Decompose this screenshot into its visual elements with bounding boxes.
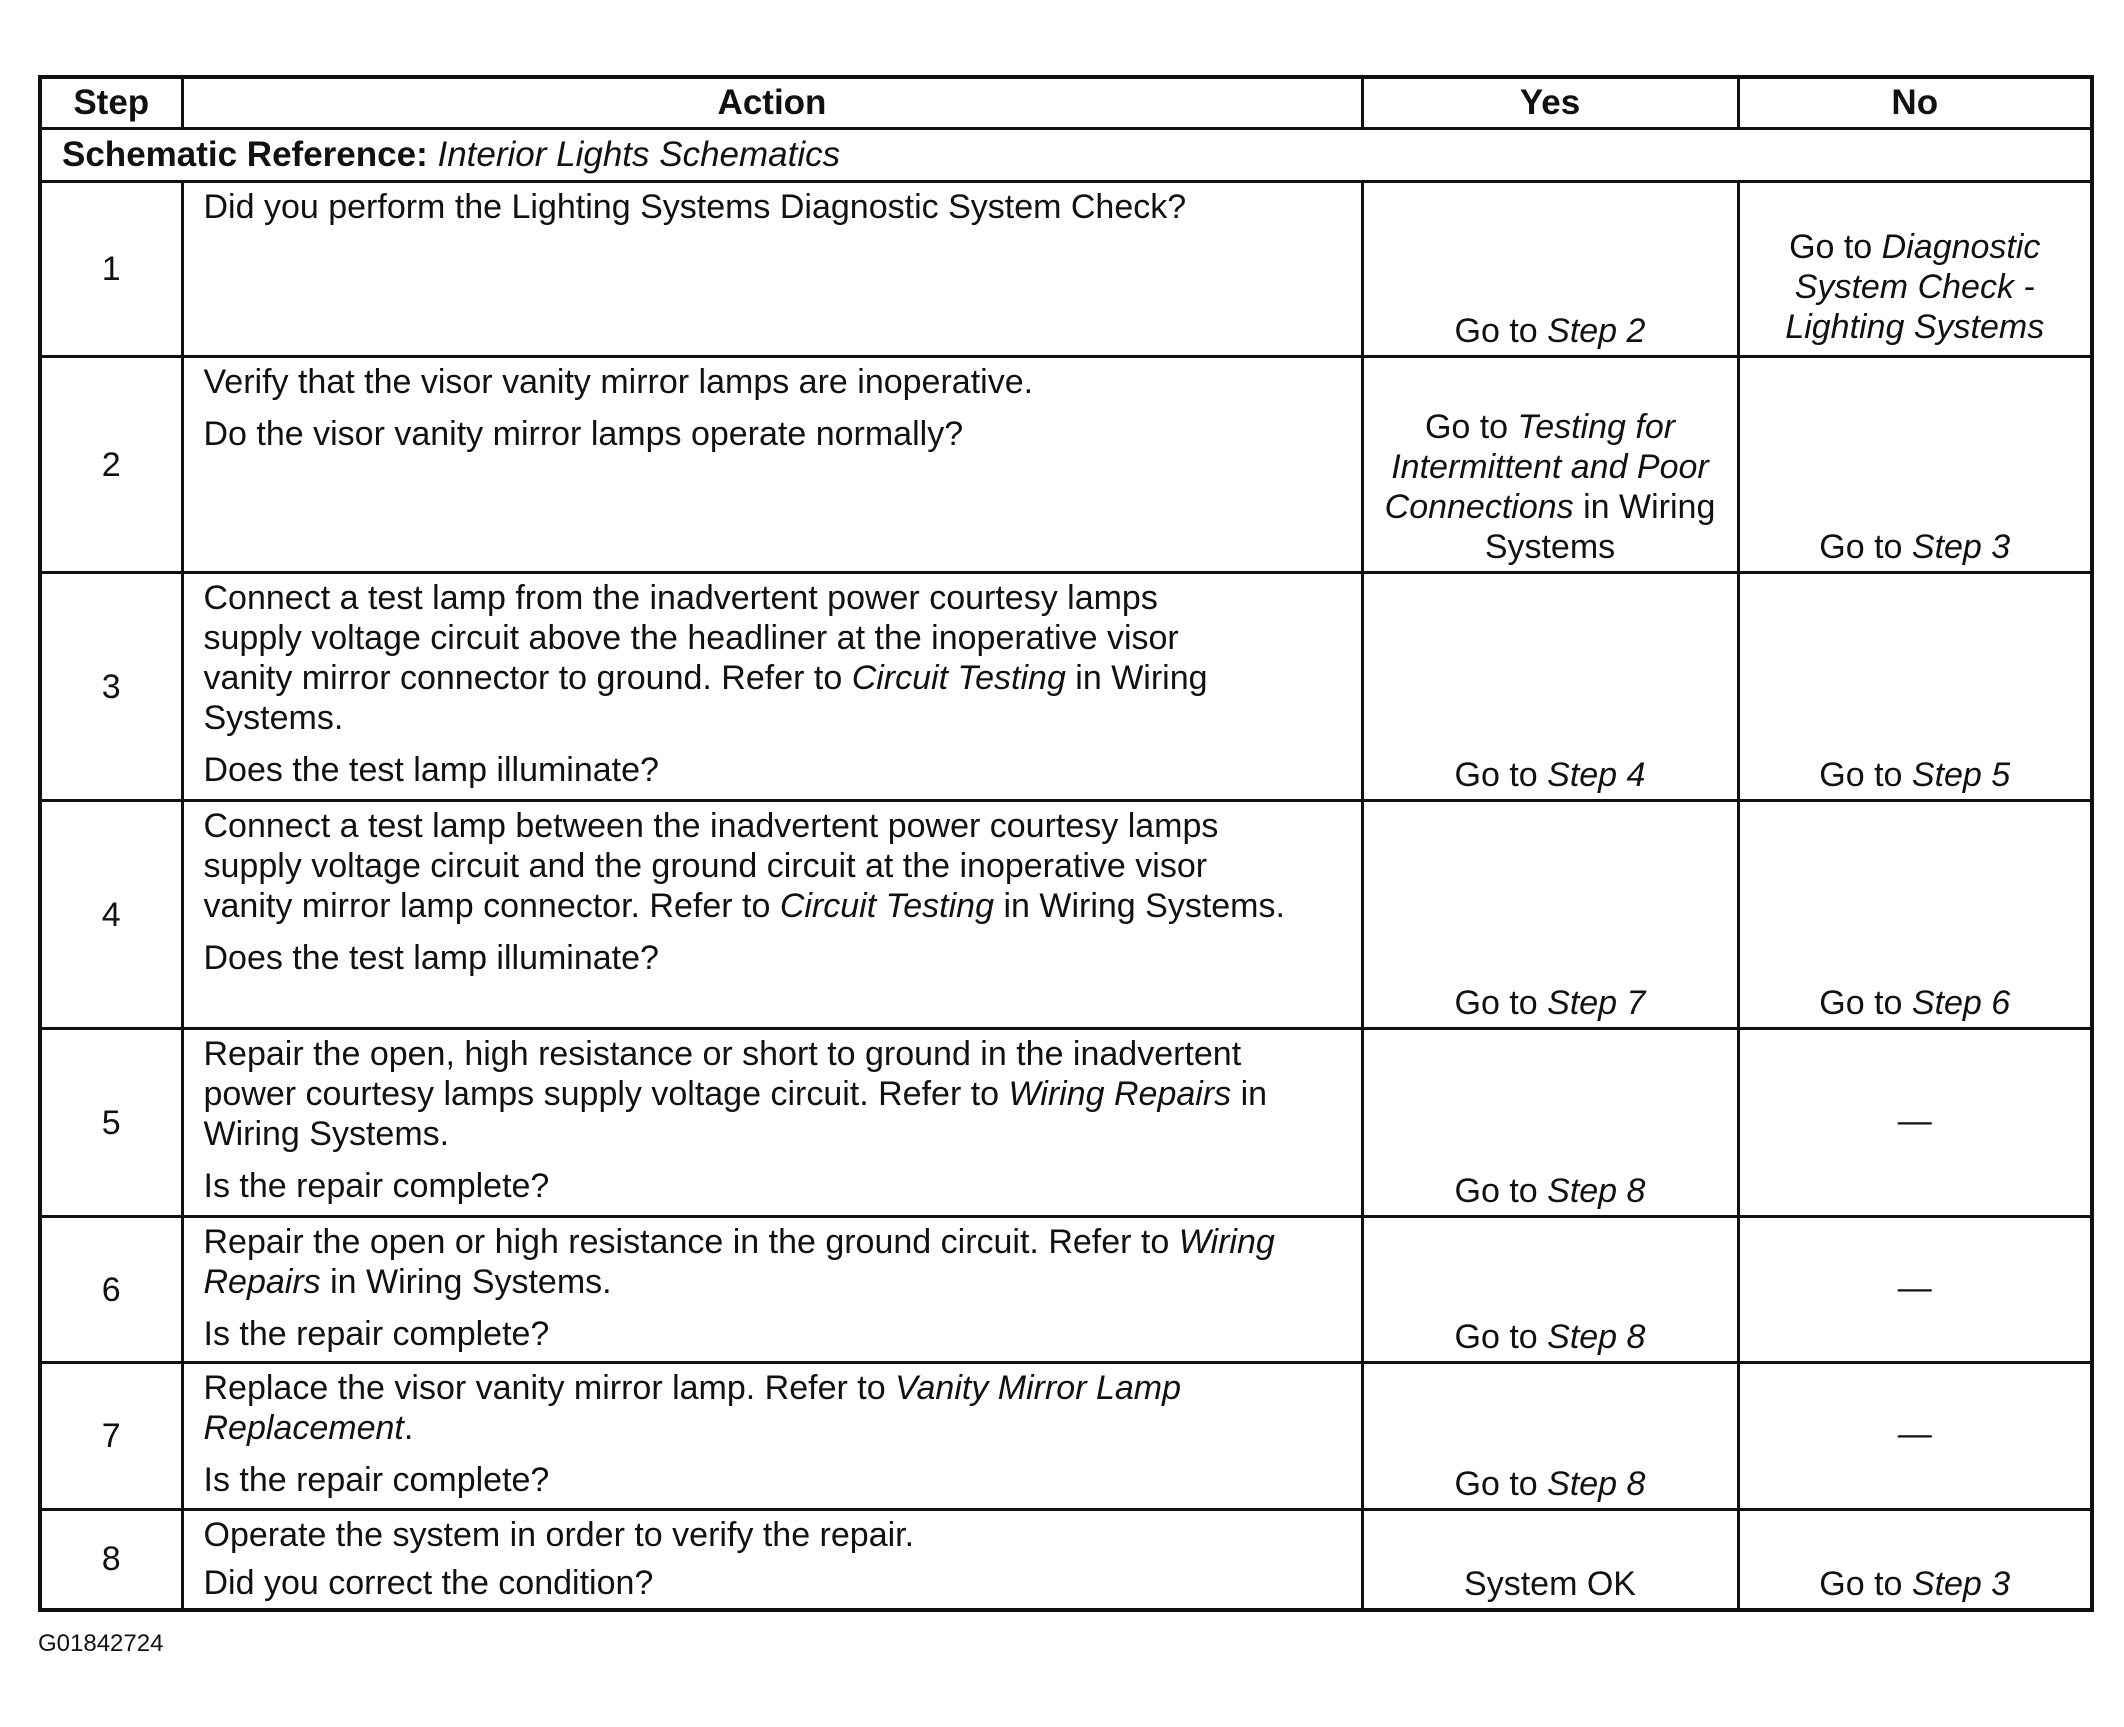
action-text: Replace the visor vanity mirror lamp. Refer to Vanity Mirror Lamp Replacement. <box>203 1369 1182 1447</box>
action-question: Is the repair complete? <box>203 1167 550 1205</box>
yes-cell <box>1362 801 1738 1029</box>
header-action: Action <box>182 77 1362 129</box>
table-row <box>40 1029 2092 1217</box>
no-cell <box>1738 801 2092 1029</box>
no-cell <box>1738 1510 2092 1610</box>
yes-cell <box>1362 357 1738 573</box>
action-question: Did you correct the condition? <box>203 1564 654 1602</box>
action-question: Do the visor vanity mirror lamps operate normally? <box>203 415 964 453</box>
step-number: 6 <box>40 1217 182 1363</box>
table-row <box>40 573 2092 801</box>
action-text: Connect a test lamp from the inadvertent power courtesy lamps supply voltage circuit above the headliner at the inoperative visor vanity mirror connector to ground. Refer to Circuit Testing in Wiring Systems. <box>203 579 1208 737</box>
no-step-link[interactable]: Step 3 <box>1911 528 2011 566</box>
no-step-link[interactable]: Step 6 <box>1911 984 2011 1022</box>
schematic-reference <box>40 129 2092 182</box>
action-text: Operate the system in order to verify the repair. <box>203 1516 915 1554</box>
action-cell <box>182 182 1362 357</box>
yes-prefix: Go to <box>1454 1172 1548 1210</box>
yes-reference-link[interactable]: Testing for Intermittent and Poor Connections <box>1384 408 1709 526</box>
schematic-reference-row <box>40 129 2092 182</box>
table-row <box>40 357 2092 573</box>
table-row <box>40 1217 2092 1363</box>
no-prefix: Go to <box>1819 1564 1912 1603</box>
yes-cell <box>1362 182 1738 357</box>
action-question: Does the test lamp illuminate? <box>203 939 659 977</box>
no-reference-link[interactable]: Diagnostic System Check - Lighting Systems <box>1785 228 2045 346</box>
no-prefix: Go to <box>1819 756 1912 794</box>
action-text: Repair the open, high resistance or short to ground in the inadvertent power courtesy lamps supply voltage circuit. Refer to Wiring Repairs in Wiring Systems. <box>203 1035 1268 1153</box>
no-cell <box>1738 1217 2092 1363</box>
no-dash: — <box>1897 1268 1932 1307</box>
action-reference-link[interactable]: Wiring Repairs <box>203 1223 1275 1301</box>
yes-step-link[interactable]: Step 8 <box>1547 1465 1646 1503</box>
step-number: 1 <box>40 182 182 357</box>
yes-prefix: Go to <box>1454 312 1548 350</box>
action-reference-link[interactable]: Circuit Testing <box>851 659 1066 697</box>
yes-prefix: Go to <box>1424 408 1518 446</box>
schematic-reference-label: Schematic Reference: <box>62 135 428 174</box>
action-question: Is the repair complete? <box>203 1315 550 1353</box>
yes-prefix: Go to <box>1454 1465 1548 1503</box>
action-cell <box>182 357 1362 573</box>
action-cell <box>182 573 1362 801</box>
table-row <box>40 1363 2092 1510</box>
no-dash: — <box>1897 1415 1932 1453</box>
step-number: 8 <box>40 1510 182 1610</box>
header-row <box>40 77 2092 129</box>
yes-cell <box>1362 1510 1738 1610</box>
no-cell <box>1738 182 2092 357</box>
yes-prefix: Go to <box>1454 756 1548 794</box>
no-dash: — <box>1897 1101 1932 1140</box>
yes-prefix: Go to <box>1454 1318 1548 1356</box>
action-cell <box>182 1217 1362 1363</box>
action-text: Verify that the visor vanity mirror lamps are inoperative. <box>203 363 1034 401</box>
header-step: Step <box>40 77 182 129</box>
step-number: 5 <box>40 1029 182 1217</box>
figure-id: G01842724 <box>38 1630 164 1657</box>
action-text: Did you perform the Lighting Systems Diagnostic System Check? <box>203 188 1187 226</box>
yes-cell <box>1362 573 1738 801</box>
yes-prefix: Go to <box>1454 984 1548 1022</box>
yes-step-link[interactable]: Step 8 <box>1547 1172 1646 1210</box>
no-prefix: Go to <box>1819 528 1912 566</box>
no-cell <box>1738 1029 2092 1217</box>
action-text: Repair the open or high resistance in the ground circuit. Refer to Wiring Repairs in Wiring Systems. <box>203 1223 1275 1301</box>
no-cell <box>1738 573 2092 801</box>
no-prefix: Go to <box>1819 984 1912 1022</box>
no-step-link[interactable]: Step 5 <box>1911 756 2011 794</box>
no-step-link[interactable]: Step 3 <box>1911 1564 2011 1603</box>
yes-step-link[interactable]: Step 2 <box>1547 312 1646 350</box>
diagnostic-table <box>38 75 2094 1612</box>
no-prefix: Go to <box>1789 228 1882 266</box>
action-reference-link[interactable]: Wiring Repairs <box>1008 1075 1232 1113</box>
action-reference-link[interactable]: Vanity Mirror Lamp Replacement <box>203 1369 1182 1447</box>
yes-step-link[interactable]: Step 4 <box>1547 756 1646 794</box>
step-number: 7 <box>40 1363 182 1510</box>
action-cell <box>182 1510 1362 1610</box>
header-yes: Yes <box>1362 77 1738 129</box>
no-cell <box>1738 1363 2092 1510</box>
step-number: 3 <box>40 573 182 801</box>
action-question: Does the test lamp illuminate? <box>203 751 659 789</box>
yes-cell <box>1362 1363 1738 1510</box>
step-number: 2 <box>40 357 182 573</box>
yes-result: System OK <box>1464 1564 1636 1603</box>
action-question: Is the repair complete? <box>203 1461 550 1499</box>
action-cell <box>182 801 1362 1029</box>
header-no: No <box>1738 77 2092 129</box>
action-reference-link[interactable]: Circuit Testing <box>779 887 994 925</box>
action-cell <box>182 1363 1362 1510</box>
step-number: 4 <box>40 801 182 1029</box>
action-text: Connect a test lamp between the inadvertent power courtesy lamps supply voltage circuit and the ground circuit at the inoperative visor vanity mirror lamp connector. Refer to Circuit Testing in Wiring Systems. <box>203 807 1285 925</box>
schematic-reference-link[interactable]: Interior Lights Schematics <box>437 135 841 174</box>
yes-suffix: in Wiring Systems <box>1484 488 1716 566</box>
yes-step-link[interactable]: Step 7 <box>1547 984 1646 1022</box>
table-row <box>40 1510 2092 1610</box>
no-cell <box>1738 357 2092 573</box>
yes-cell <box>1362 1217 1738 1363</box>
yes-cell <box>1362 1029 1738 1217</box>
yes-step-link[interactable]: Step 8 <box>1547 1318 1646 1356</box>
table-row <box>40 182 2092 357</box>
action-cell <box>182 1029 1362 1217</box>
table-row <box>40 801 2092 1029</box>
